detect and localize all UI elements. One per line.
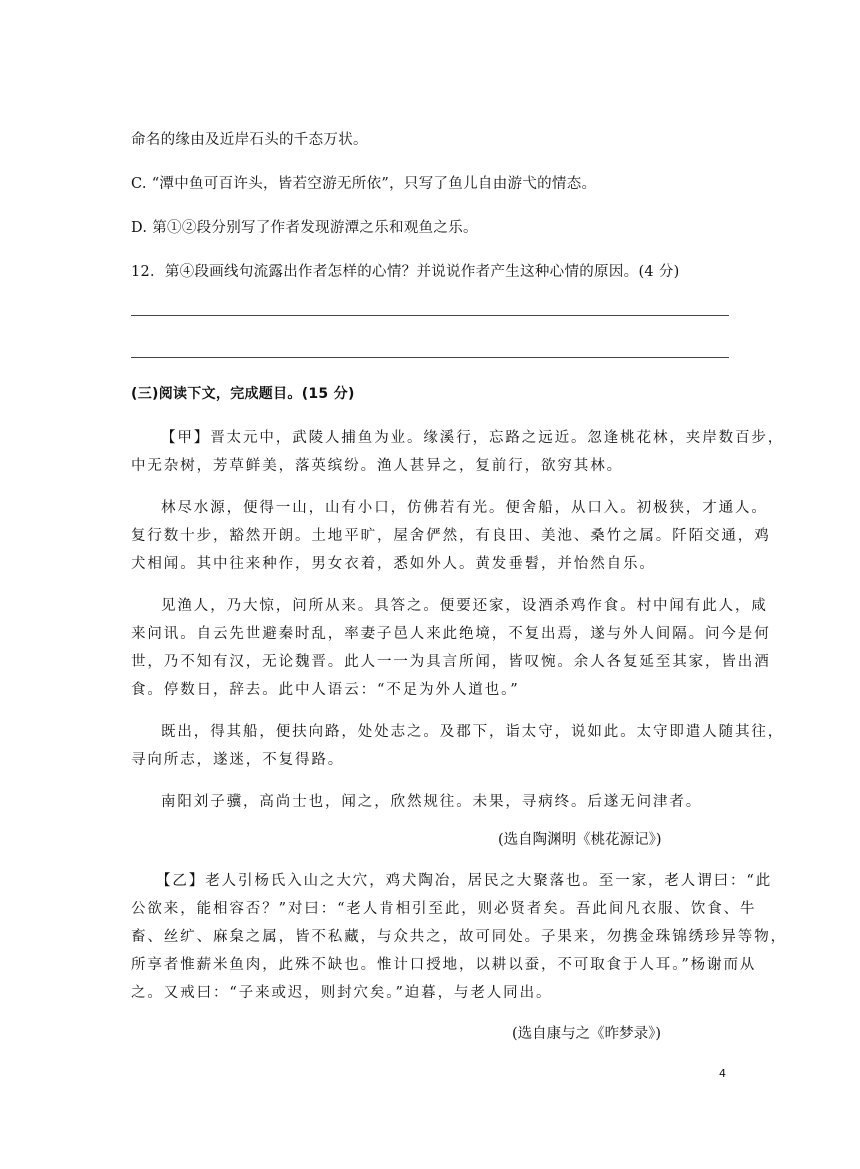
yi-line-5: 之。又戒曰：“子来或迟，则封穴矣。”迫暮，与老人同出。: [131, 985, 553, 1001]
yi-line-3: 畜、丝纩、麻枲之属，皆不私藏，与众共之，故可同处。子果来，勿携金珠锦绣珍异等物，: [131, 929, 787, 945]
jia-p4-line-2: 寻向所志，遂迷，不复得路。: [131, 752, 345, 768]
jia-p1-line-1: 【甲】晋太元中，武陵人捕鱼为业。缘溪行，忘路之远近。忽逢桃花林，夹岸数百步，: [161, 430, 785, 446]
jia-p2-line-2: 复行数十步，豁然开朗。土地平旷，屋舍俨然，有良田、美池、桑竹之属。阡陌交通，鸡: [131, 528, 771, 544]
q11-option-d: D. 第①②段分别写了作者发现游潭之乐和观鱼之乐。: [131, 220, 478, 236]
jia-source: (选自陶渊明《桃花源记》): [498, 832, 662, 848]
answer-line-1: [131, 315, 729, 316]
jia-p2-line-3: 犬相闻。其中往来种作，男女衣着，悉如外人。黄发垂髫，并怡然自乐。: [131, 556, 656, 572]
yi-line-4: 所享者惟薪米鱼肉，此殊不缺也。惟计口授地，以耕以蚕，不可取食于人耳。”杨谢而从: [131, 957, 757, 973]
yi-line-1: 【乙】老人引杨氏入山之大穴，鸡犬陶冶，居民之大聚落也。至一家，老人谓曰：“此: [156, 873, 773, 889]
jia-p3-line-2: 来问讯。自云先世避秦时乱，率妻子邑人来此绝境，不复出焉，遂与外人间隔。问今是何: [131, 626, 771, 642]
jia-p1-line-2: 中无杂树，芳草鲜美，落英缤纷。渔人甚异之，复前行，欲穷其林。: [131, 458, 623, 474]
jia-p3-line-1: 见渔人，乃大惊，问所从来。具答之。便要还家，设酒杀鸡作食。村中闻有此人，咸: [161, 598, 768, 614]
section-3-title: (三)阅读下文，完成题目。(15 分): [131, 386, 355, 402]
jia-p2-line-1: 林尽水源，便得一山，山有小口，仿佛若有光。便舍船，从口入。初极狭，才通人。: [161, 500, 768, 516]
q11-option-b-tail: 命名的缘由及近岸石头的千态万状。: [131, 132, 368, 148]
jia-p5-line-1: 南阳刘子骥，高尚士也，闻之，欣然规往。未果，寻病终。后遂无问津者。: [161, 794, 703, 810]
answer-line-2: [131, 357, 729, 358]
yi-line-2: 公欲来，能相容否？”对曰：“老人肯相引至此，则必贤者矣。吾此间凡衣服、饮食、牛: [131, 901, 757, 917]
jia-p3-line-4: 食。停数日，辞去。此中人语云：“不足为外人道也。”: [131, 682, 520, 698]
q11-option-c: C. “潭中鱼可百许头，皆若空游无所依”，只写了鱼儿自由游弋的情态。: [131, 176, 597, 192]
page-number: 4: [719, 1067, 726, 1080]
jia-p3-line-3: 世，乃不知有汉，无论魏晋。此人一一为具言所闻，皆叹惋。余人各复延至其家，皆出酒: [131, 654, 771, 670]
jia-p4-line-1: 既出，得其船，便扶向路，处处志之。及郡下，诣太守，说如此。太守即遣人随其往，: [161, 724, 785, 740]
yi-source: (选自康与之《昨梦录》): [512, 1026, 662, 1042]
question-12: 12．第④段画线句流露出作者怎样的心情？并说说作者产生这种心情的原因。(4 分): [131, 264, 680, 280]
